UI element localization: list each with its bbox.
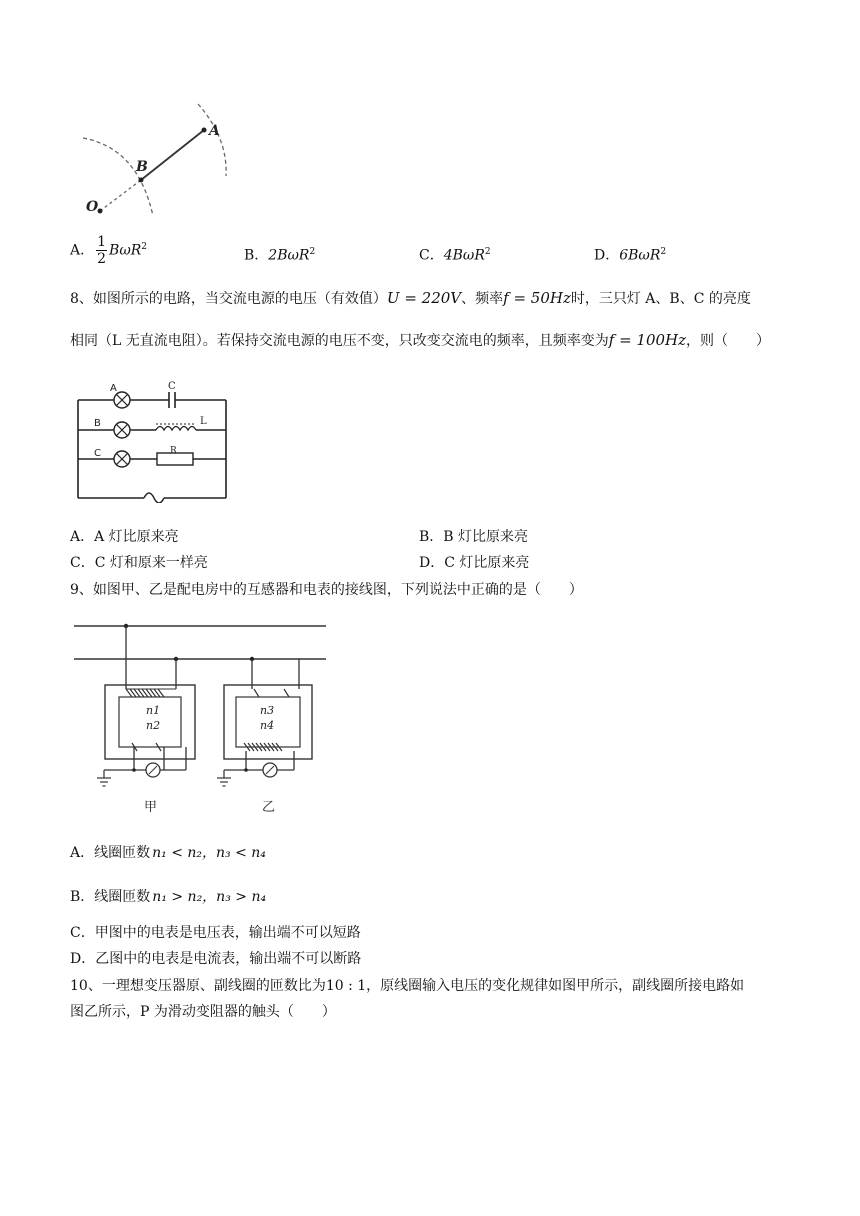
q7-option-b: B．2BωR$^2$ (244, 247, 316, 264)
q10-stem-line2: 图乙所示，P 为滑动变阻器的触头（ ） (70, 1004, 336, 1020)
capacitor-icon (169, 392, 175, 408)
svg-text:n3: n3 (260, 704, 275, 717)
q7-option-a: A． $\frac{1}{2}$ BωR$^2$ (70, 234, 148, 267)
svg-text:n2: n2 (146, 719, 161, 732)
q9-option-d: D．乙图中的电表是电流表，输出端不可以断路 (70, 951, 362, 967)
lamp-b-icon (114, 422, 130, 438)
figure-rotating-rod (78, 98, 238, 223)
svg-text:C: C (168, 381, 176, 392)
primary-coil-right-icon (254, 689, 289, 697)
svg-text:C: C (94, 448, 101, 459)
q8-stem-line2: 相同（L 无直流电阻）。若保持交流电源的电压不变，只改变交流电的频率，且频率变为f = 100Hz，则（ ） (70, 331, 771, 349)
q8-stem-line1: 8、如图所示的电路，当交流电源的电压（有效值）U = 220V、频率f = 50Hz时，三只灯 A、B、C 的亮度 (70, 289, 751, 307)
ground-left-icon (97, 770, 111, 786)
label-b: B (136, 159, 148, 175)
dashed-arc-outer (198, 104, 226, 176)
q7-option-d: D．6BωR$^2$ (594, 247, 667, 264)
ground-right-icon (217, 770, 231, 786)
svg-text:A: A (110, 383, 117, 394)
q9-option-b: B．线圈匝数 n₁ > n₂，n₃ > n₄ (70, 889, 267, 905)
point-a (202, 128, 207, 133)
svg-text:甲: 甲 (144, 800, 158, 815)
fraction-half: $\frac{1}{2}$ (97, 234, 107, 267)
q8-option-a: A．A 灯比原来亮 (70, 529, 179, 545)
q9-option-a: A．线圈匝数 n₁ < n₂，n₃ < n₄ (70, 845, 266, 861)
svg-text:n1: n1 (146, 704, 161, 717)
q8-option-c: C．C 灯和原来一样亮 (70, 555, 208, 571)
q8-option-b: B．B 灯比原来亮 (419, 529, 529, 545)
svg-text:L: L (200, 416, 207, 427)
inductor-icon (156, 427, 196, 431)
label-o: O (86, 199, 99, 215)
dashed-segment-ob (100, 180, 141, 211)
lamp-c-icon (114, 451, 130, 467)
q7-option-c: C．4BωR$^2$ (419, 247, 491, 264)
figure-instrument-transformers (74, 617, 330, 817)
point-o (98, 209, 103, 214)
svg-text:n4: n4 (260, 719, 275, 732)
ac-source-icon (144, 493, 164, 503)
figure-ac-circuit (74, 378, 232, 503)
q9-option-c: C．甲图中的电表是电压表，输出端不可以短路 (70, 925, 361, 941)
rod-ab (141, 130, 204, 180)
lamp-a-icon (114, 392, 130, 408)
svg-text:乙: 乙 (262, 800, 276, 815)
primary-coil-left-icon (126, 689, 164, 697)
point-b (139, 178, 144, 183)
svg-text:B: B (94, 418, 101, 429)
q10-stem-line1: 10、一理想变压器原、副线圈的匝数比为10 : 1，原线圈输入电压的变化规律如图甲所示，副线圈所接电路如 (70, 978, 745, 994)
svg-text:R: R (170, 446, 177, 456)
q9-stem: 9、如图甲、乙是配电房中的互感器和电表的接线图，下列说法中正确的是（ ） (70, 582, 583, 598)
q8-option-d: D．C 灯比原来亮 (419, 555, 530, 571)
label-a: A (209, 123, 220, 139)
